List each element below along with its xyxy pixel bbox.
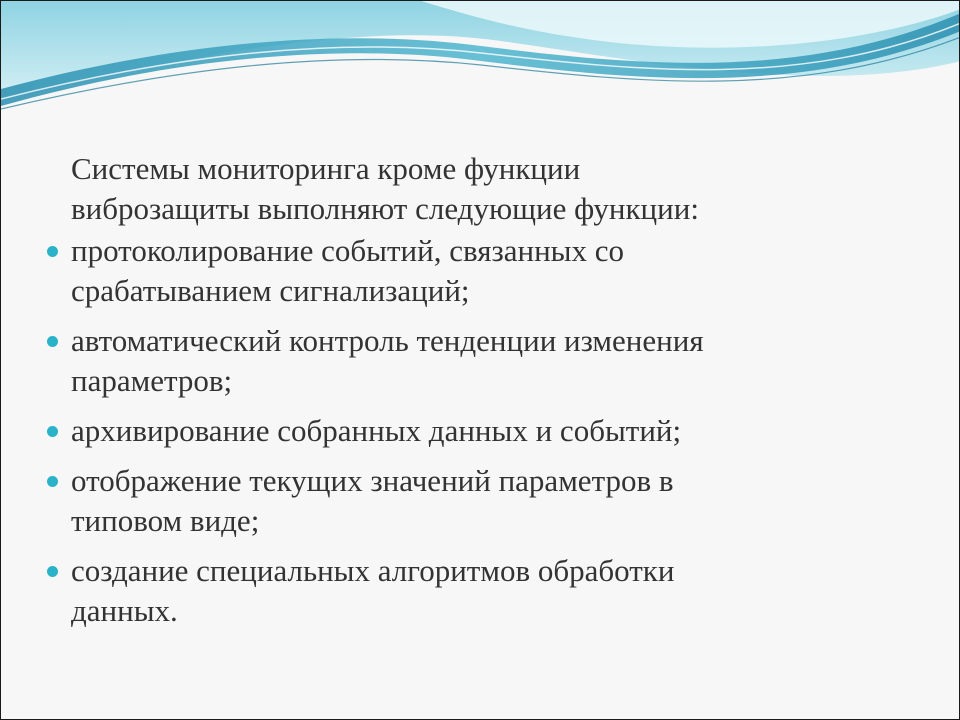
bullet-4-line-1: отображение текущих значений параметров в bbox=[71, 463, 674, 498]
intro-line-2: виброзащиты выполняют следующие функции: bbox=[71, 191, 699, 226]
bullet-dot-icon bbox=[47, 426, 58, 437]
wave-header-decoration bbox=[1, 1, 960, 131]
bullet-3-line-1: архивирование собранных данных и событий; bbox=[71, 413, 682, 448]
bullet-1-line-1: протоколирование событий, связанных со bbox=[71, 233, 624, 268]
bullet-item-3 bbox=[45, 411, 905, 451]
slide-content bbox=[45, 149, 905, 641]
bullet-2-line-2: параметров; bbox=[71, 363, 233, 398]
intro-paragraph bbox=[71, 149, 905, 229]
bullet-5-line-2: данных. bbox=[71, 593, 178, 628]
bullet-4-line-2: типовом виде; bbox=[71, 503, 260, 538]
bullet-item-1 bbox=[45, 231, 905, 311]
bullet-1-line-2: срабатыванием сигнализаций; bbox=[71, 273, 470, 308]
bullet-dot-icon bbox=[47, 336, 58, 347]
bullet-dot-icon bbox=[47, 246, 58, 257]
bullet-item-5 bbox=[45, 551, 905, 631]
bullet-dot-icon bbox=[47, 566, 58, 577]
bullet-5-line-1: создание специальных алгоритмов обработки bbox=[71, 553, 675, 588]
bullet-item-2 bbox=[45, 321, 905, 401]
bullet-2-line-1: автоматический контроль тенденции изменения bbox=[71, 323, 704, 358]
intro-line-1: Системы мониторинга кроме функции bbox=[71, 151, 581, 186]
bullet-dot-icon bbox=[47, 476, 58, 487]
bullet-item-4 bbox=[45, 461, 905, 541]
